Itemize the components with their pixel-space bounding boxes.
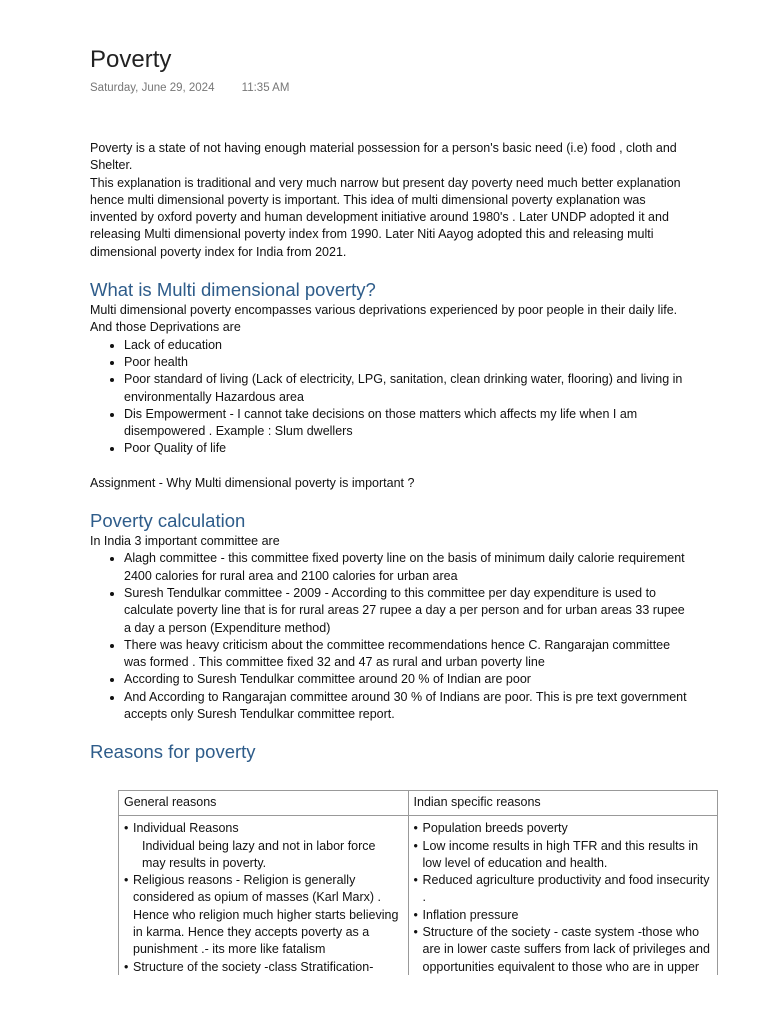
section1-paragraph-2: And those Deprivations are — [90, 320, 241, 335]
page-meta — [90, 82, 289, 94]
list-item — [124, 820, 403, 872]
list-item: • Inflation pressure — [414, 907, 712, 924]
intro-paragraph-1: Poverty is a state of not having enough material possession for a person's basic need (i.e) food , cloth and Shelter. — [90, 141, 677, 173]
deprivations-list — [90, 337, 690, 458]
page-date: Saturday, June 29, 2024 — [90, 82, 215, 94]
note-content — [90, 140, 690, 764]
list-item: • Poor health — [124, 354, 690, 371]
spacer — [90, 261, 690, 278]
page-time: 11:35 AM — [241, 82, 290, 94]
list-item: • Religious reasons - Religion is generally considered as opium of masses (Karl Marx) . Hence who religion much higher starts believing in karma. Hence they accepts poverty as a punishment .- its more like fatalism — [124, 872, 403, 958]
heading-multi-dimensional-poverty: What is Multi dimensional poverty? — [90, 279, 376, 301]
page-title: Poverty — [90, 46, 172, 73]
spacer — [90, 458, 690, 475]
indian-reasons-cell — [408, 816, 717, 979]
list-item: • Low income results in high TFR and this results in low level of education and health. — [414, 838, 712, 873]
list-item: • Structure of the society - caste system -those who are in lower caste suffers from lack of privileges and opportunities equivalent to those who are in upper — [414, 924, 712, 976]
list-item: • Reduced agriculture productivity and food insecurity . — [414, 872, 712, 907]
list-item: • Suresh Tendulkar committee - 2009 - According to this committee per day expenditure is used to calculate poverty line that is for rural areas 27 rupee a day a per person and for urban areas 33 rupee a day a person (Expenditure method) — [124, 585, 690, 637]
list-item: • Poor standard of living (Lack of electricity, LPG, sanitation, clean drinking water, flooring) and living in environmentally Hazardous area — [124, 371, 690, 406]
list-item: • And According to Rangarajan committee around 30 % of Indians are poor. This is pre text government accepts only Suresh Tendulkar committee report. — [124, 689, 690, 724]
list-item: • There was heavy criticism about the committee recommendations hence C. Rangarajan committee was formed . This committee fixed 32 and 47 as rural and urban poverty line — [124, 637, 690, 672]
list-item: • Poor Quality of life — [124, 440, 690, 457]
list-item: • According to Suresh Tendulkar committee around 20 % of Indian are poor — [124, 671, 690, 688]
column-header-indian: Indian specific reasons — [408, 791, 717, 816]
list-item-title: • Individual Reasons — [133, 821, 239, 836]
indian-reasons-list — [414, 820, 712, 976]
list-item: • Dis Empowerment - I cannot take decisions on those matters which affects my life when I am disempowered . Example : Slum dwellers — [124, 406, 690, 441]
heading-poverty-calculation: Poverty calculation — [90, 510, 246, 532]
list-item-detail: Individual being lazy and not in labor force may results in poverty. — [142, 838, 376, 870]
list-item: • Alagh committee - this committee fixed poverty line on the basis of minimum daily calorie requirement 2400 calories for rural area and 2100 calories for urban area — [124, 550, 690, 585]
assignment-text: Assignment - Why Multi dimensional poverty is important ? — [90, 475, 415, 490]
section1-paragraph-1: Multi dimensional poverty encompasses various deprivations experienced by poor people in their daily life. — [90, 303, 678, 318]
page-bottom-cutoff — [0, 975, 768, 1024]
intro-paragraph-2: This explanation is traditional and very much narrow but present day poverty need much better explanation hence multi dimensional poverty is important. This idea of multi dimensional poverty explanation was invented by oxford poverty and human development initiative around 1980's . Later UNDP adopted it and releasing Multi dimensional poverty index from 1990. Later Niti Aayog adopted this and releasing multi dimensional poverty index for India from 2021. — [90, 175, 681, 259]
spacer — [90, 492, 690, 509]
committees-list — [90, 550, 690, 723]
general-reasons-list — [124, 820, 403, 976]
spacer — [90, 723, 690, 740]
list-item: • Structure of the society -class Stratification- — [124, 959, 403, 976]
table-row — [119, 816, 718, 979]
column-header-general: General reasons — [119, 791, 409, 816]
table-header-row — [119, 791, 718, 816]
list-item: • Lack of education — [124, 337, 690, 354]
reasons-table — [118, 790, 718, 979]
heading-reasons-for-poverty: Reasons for poverty — [90, 741, 256, 763]
list-item: • Population breeds poverty — [414, 820, 712, 837]
general-reasons-cell — [119, 816, 409, 979]
section2-paragraph-1: In India 3 important committee are — [90, 534, 280, 549]
